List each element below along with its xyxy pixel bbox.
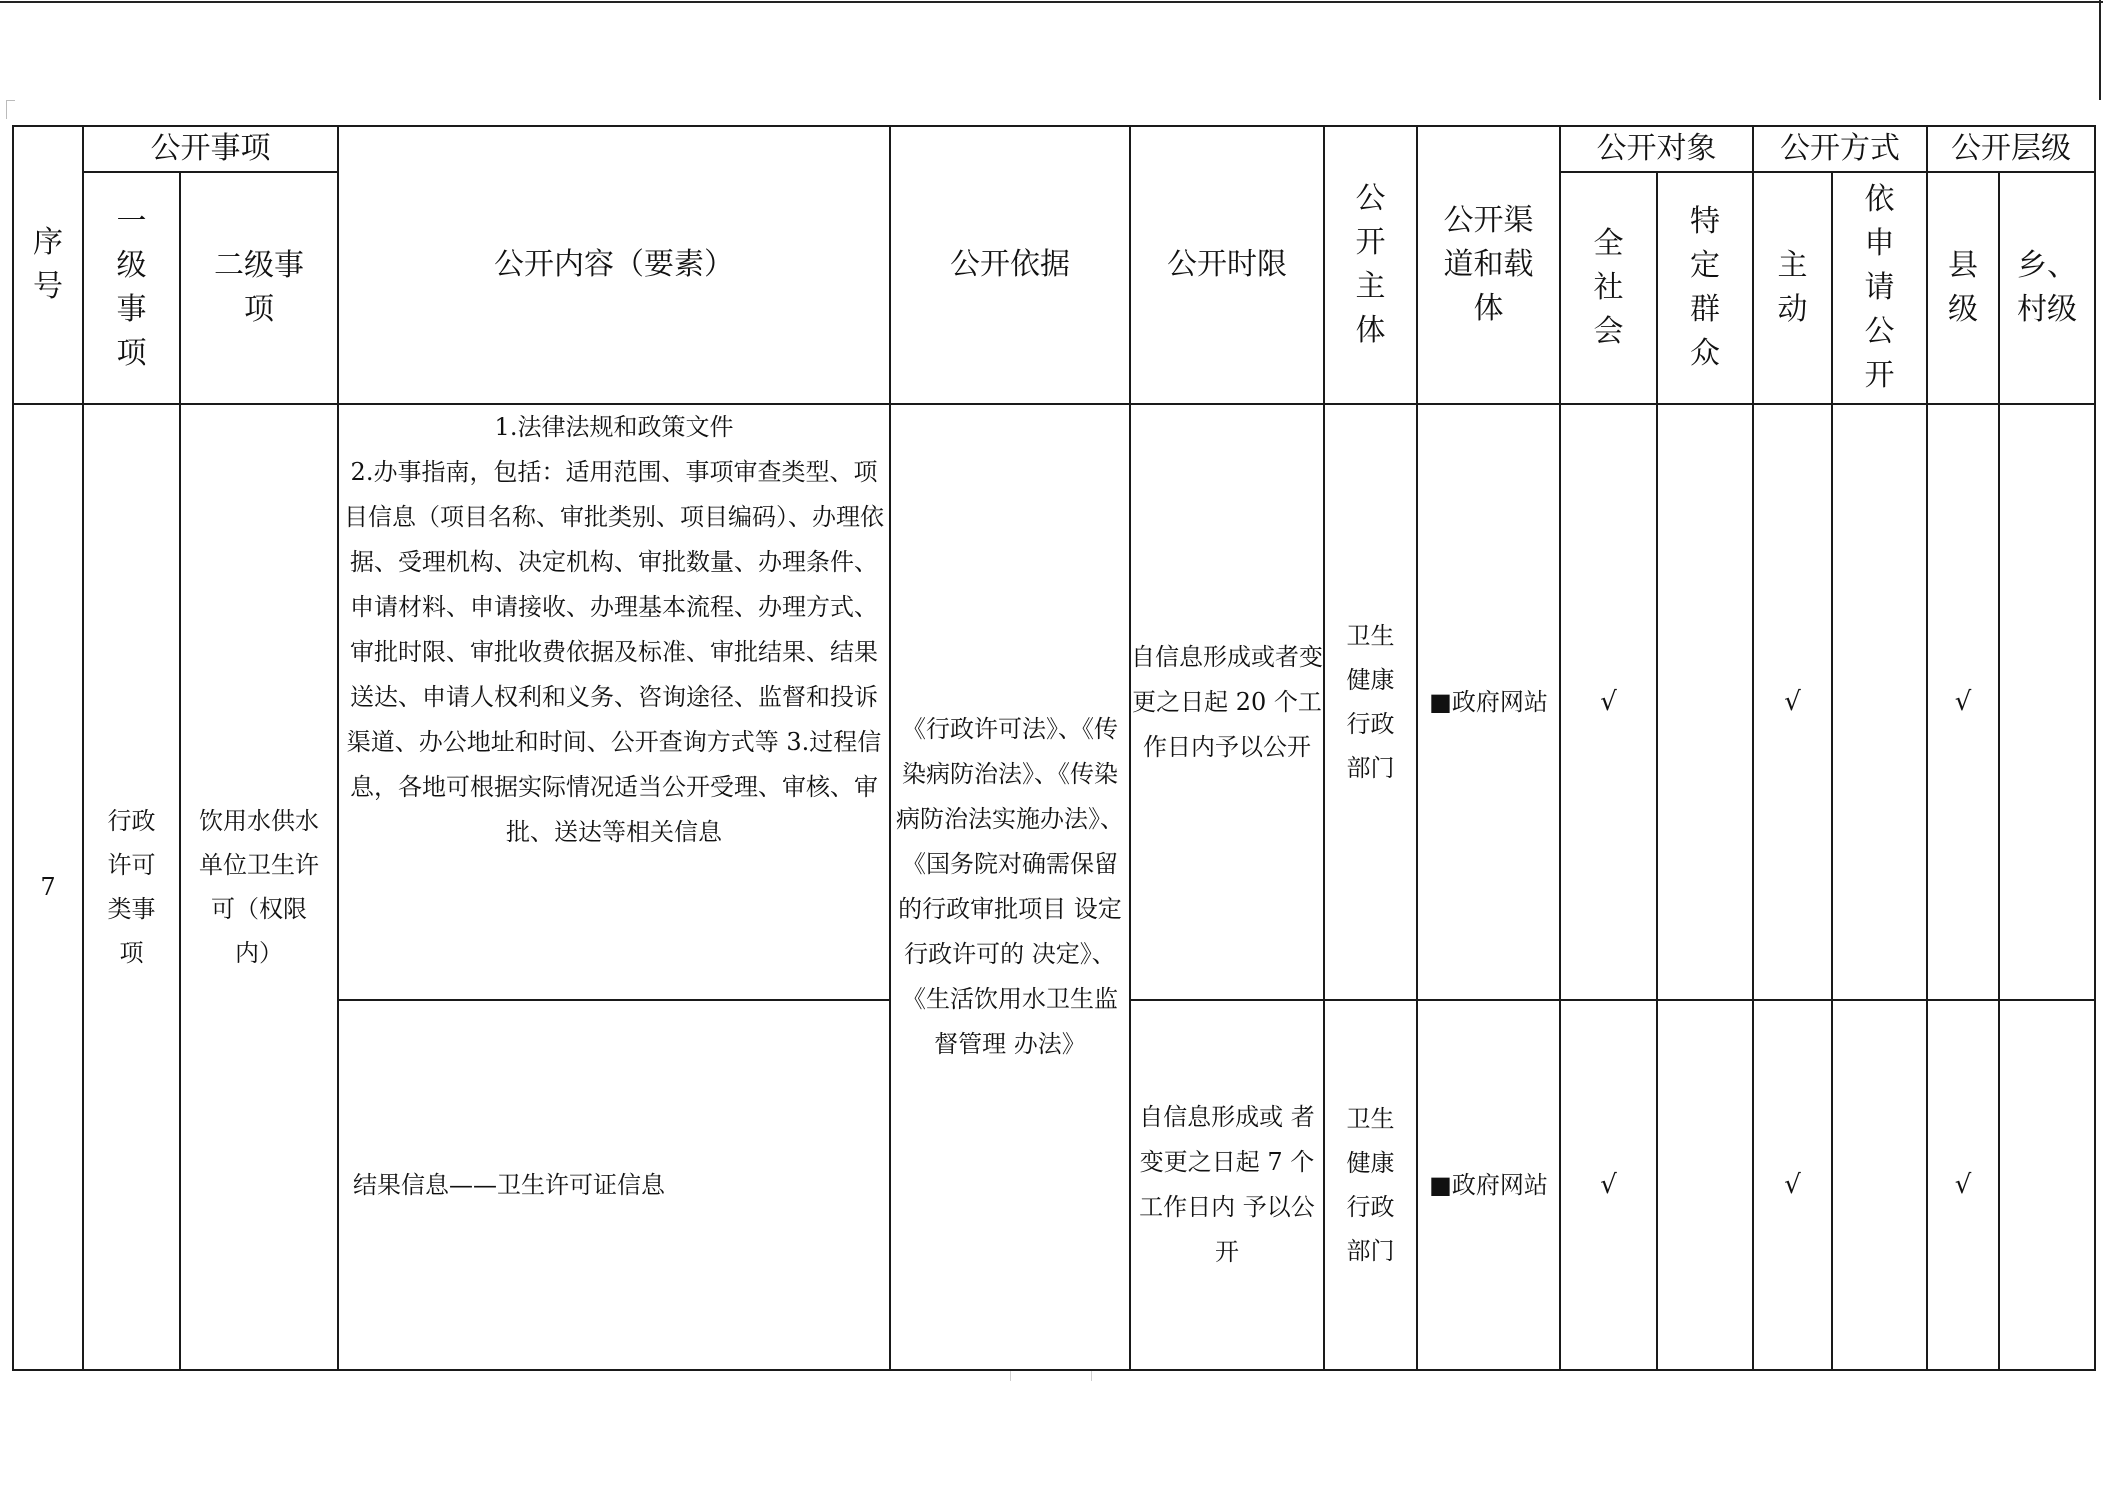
row-level-village-2 <box>1999 1000 2095 1370</box>
header-level1: 一级事项 <box>83 172 180 404</box>
header-method-active: 主动 <box>1753 172 1832 404</box>
row-channel-2: ■政府网站 <box>1417 1000 1560 1370</box>
row-level1: 行政许可类事项 <box>83 404 180 1370</box>
row-target-all-2: √ <box>1560 1000 1657 1370</box>
row-level2: 饮用水供水单位卫生许可（权限内） <box>180 404 338 1370</box>
crop-mark <box>6 100 15 119</box>
header-target-group: 公开对象 <box>1560 126 1753 172</box>
row-level-village-1 <box>1999 404 2095 1000</box>
row-channel-1: ■政府网站 <box>1417 404 1560 1000</box>
header-target-specific: 特定群众 <box>1657 172 1753 404</box>
header-target-all: 全社会 <box>1560 172 1657 404</box>
content-line: 1.法律法规和政策文件 <box>494 413 734 441</box>
header-level-county: 县级 <box>1927 172 1999 404</box>
row-time-limit-2: 自信息形成或 者变更之日起 7 个工作日内 予以公开 <box>1130 1000 1324 1370</box>
row-content-1 <box>338 404 890 1000</box>
row-basis: 《行政许可法》、《传染病防治法》、《传染病防治法实施办法》、《国务院对确需保留 的行政审批项目 设定行政许可的 决定》、《生活饮用水卫生监督管理 办法》 <box>890 404 1130 1370</box>
header-method-group: 公开方式 <box>1753 126 1927 172</box>
row-target-specific-2 <box>1657 1000 1753 1370</box>
table-row <box>13 404 2095 1000</box>
row-content-2: 结果信息——卫生许可证信息 <box>338 1000 890 1370</box>
header-channel: 公开渠道和载体 <box>1417 126 1560 404</box>
content-line: 2.办事指南，包括：适用范围、事项审查类型、项目信息（项目名称、审批类别、项目编码）、办理依据、受理机构、决定机构、审批数量、办理条件、申请材料、申请接收、办理基本流程、办理方式、审批时限、审批收费依据及标准、审批结果、结果送达、申请人权利和义务、咨询途径、监督和投诉渠道、办公地址和时间、公开查询方式等 3.过程信息，各地可根据实际情况适当公开受理、审核、审批、送达等相关信息 <box>344 458 884 846</box>
page-right-border <box>2099 0 2101 100</box>
row-target-all-1: √ <box>1560 404 1657 1000</box>
row-subject-1: 卫生健康行政部门 <box>1324 404 1417 1000</box>
header-item-group: 公开事项 <box>83 126 338 172</box>
header-row-1 <box>13 126 2095 172</box>
disclosure-table <box>12 125 2096 1371</box>
header-level-village: 乡、村级 <box>1999 172 2095 404</box>
header-basis: 公开依据 <box>890 126 1130 404</box>
header-level-group: 公开层级 <box>1927 126 2095 172</box>
row-method-apply-1 <box>1832 404 1927 1000</box>
page-top-border <box>0 1 2103 3</box>
row-time-limit-1: 自信息形成或者变更之日起 20 个工作日内予以公开 <box>1130 404 1324 1000</box>
header-content: 公开内容（要素） <box>338 126 890 404</box>
header-seq: 序号 <box>13 126 83 404</box>
row-method-active-1: √ <box>1753 404 1832 1000</box>
row-subject-2: 卫生健康行政部门 <box>1324 1000 1417 1370</box>
row-level-county-2: √ <box>1927 1000 1999 1370</box>
row-seq: 7 <box>13 404 83 1370</box>
header-method-apply: 依申请公开 <box>1832 172 1927 404</box>
row-method-apply-2 <box>1832 1000 1927 1370</box>
row-method-active-2: √ <box>1753 1000 1832 1370</box>
header-subject: 公开主体 <box>1324 126 1417 404</box>
header-level2: 二级事项 <box>180 172 338 404</box>
header-time-limit: 公开时限 <box>1130 126 1324 404</box>
row-level-county-1: √ <box>1927 404 1999 1000</box>
row-target-specific-1 <box>1657 404 1753 1000</box>
